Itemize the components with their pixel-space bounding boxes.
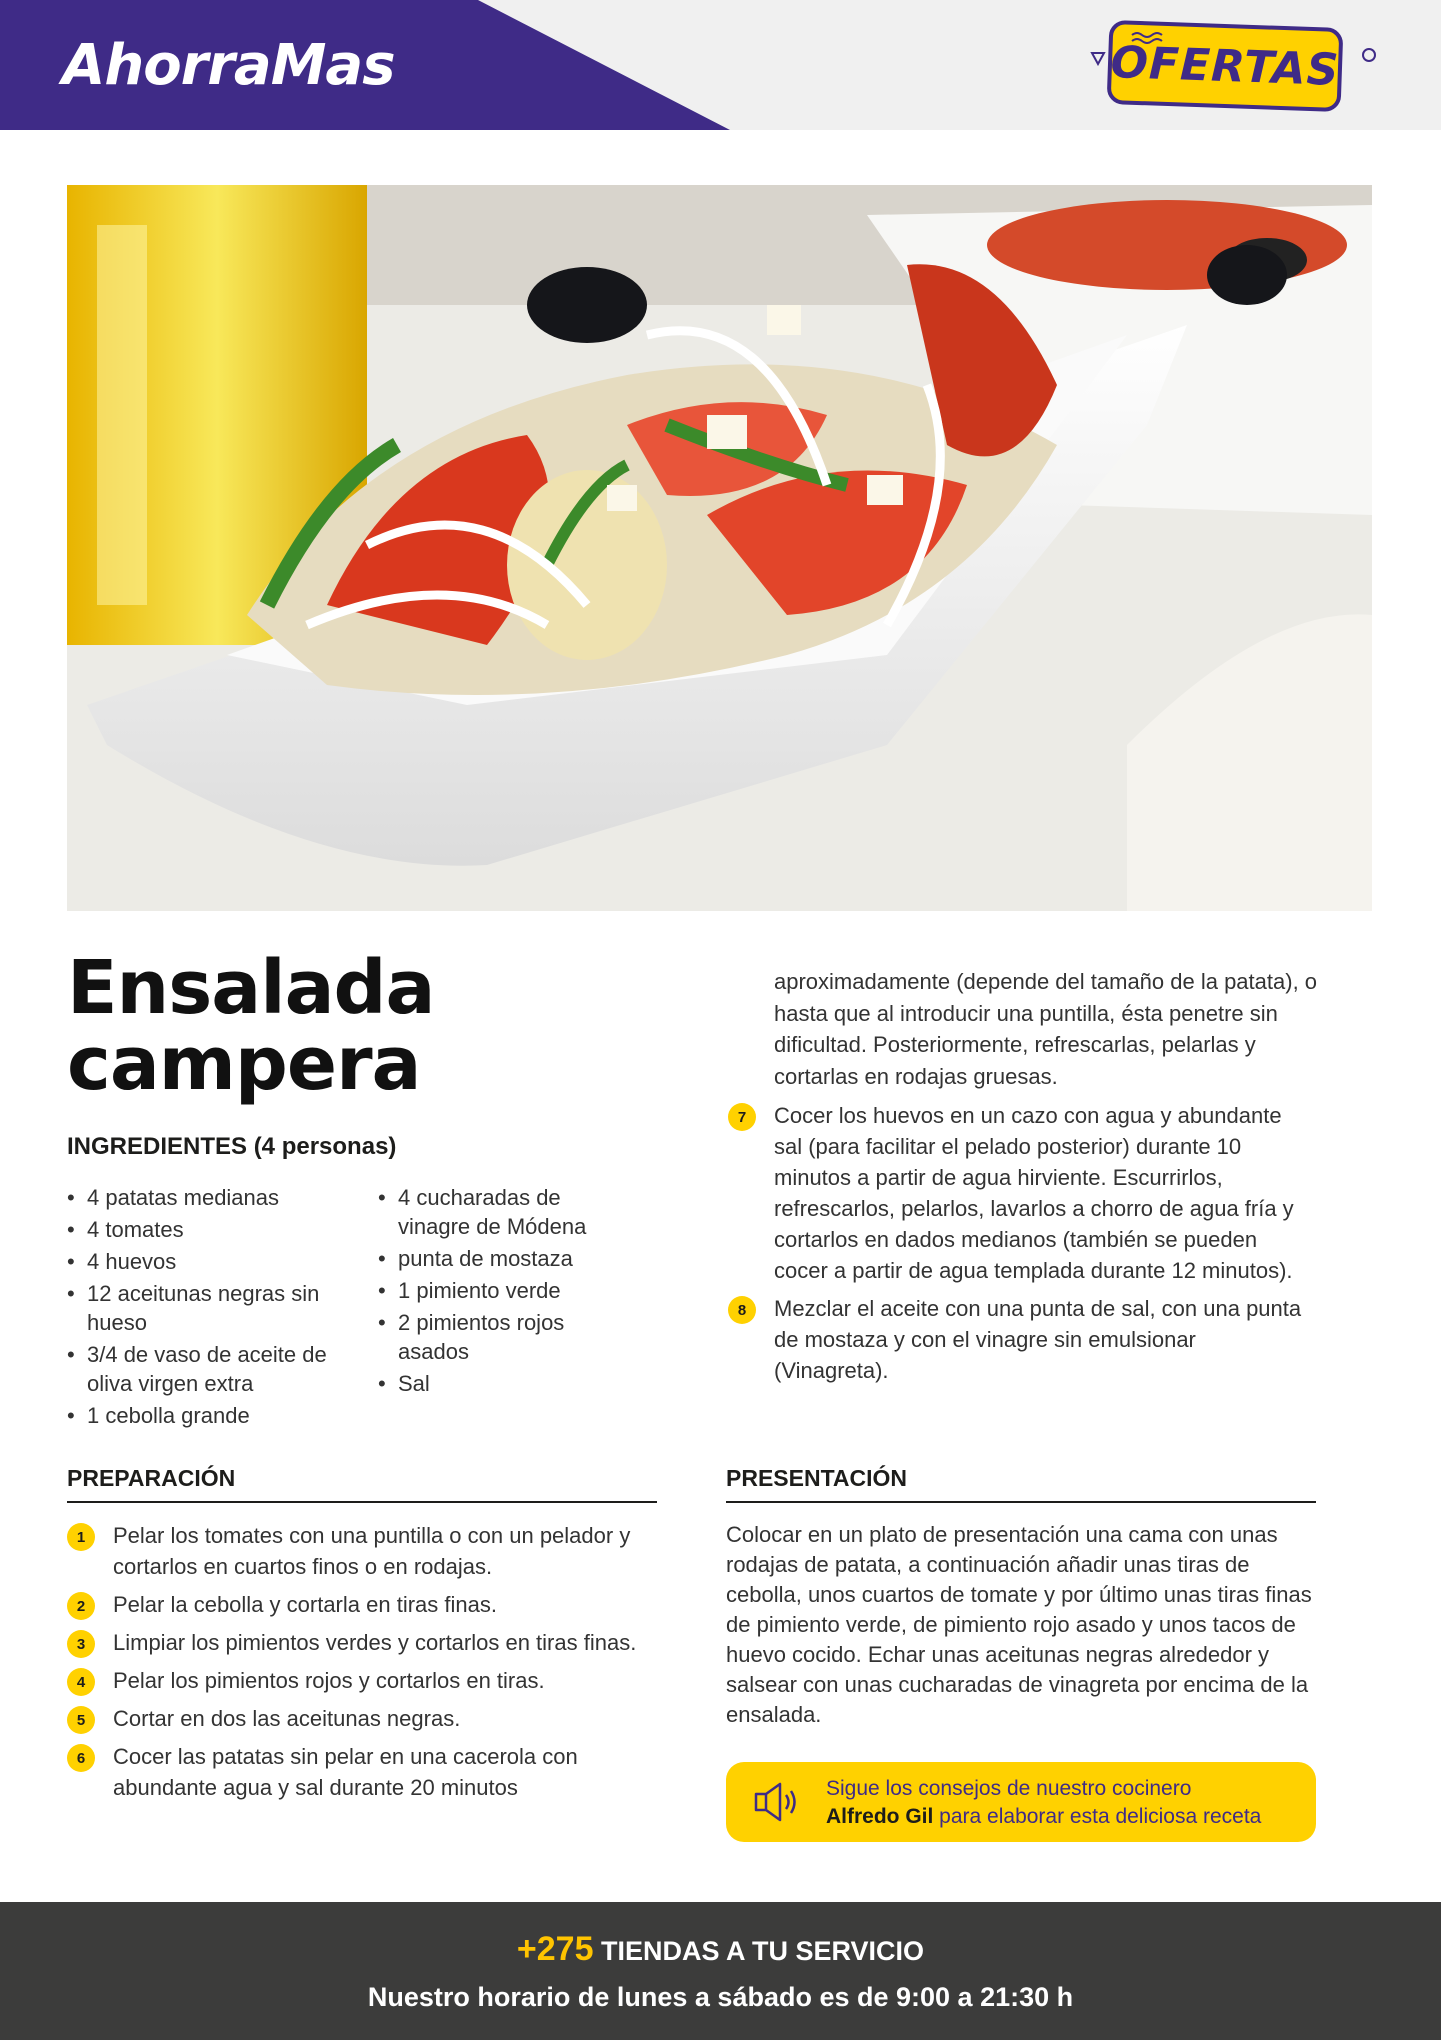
list-item: • 12 aceitunas negras sin hueso (67, 1279, 347, 1337)
cta-line2: para elaborar esta deliciosa receta (933, 1805, 1262, 1828)
step-number-badge: 3 (67, 1630, 95, 1658)
salad-photo (67, 185, 1372, 911)
step-number-badge: 2 (67, 1592, 95, 1620)
list-item: • 2 pimientos rojos asados (378, 1308, 638, 1366)
list-item: • 4 patatas medianas (67, 1183, 347, 1212)
ofertas-label: OFERTAS (1109, 36, 1341, 96)
ingredients-list-1 (67, 1183, 347, 1433)
step-item (67, 1665, 667, 1696)
step-text: Pelar los pimientos rojos y cortarlos en tiras. (113, 1668, 545, 1693)
step-number-badge: 6 (67, 1744, 95, 1772)
list-item: • 1 pimiento verde (378, 1276, 638, 1305)
step-number-badge: 7 (728, 1103, 756, 1131)
ahorramas-logo[interactable]: AhorraMas (62, 33, 395, 98)
step-item (67, 1703, 667, 1734)
list-item: • 1 cebolla grande (67, 1401, 347, 1430)
step-number-badge: 1 (67, 1523, 95, 1551)
ingredients-heading: INGREDIENTES (4 personas) (67, 1133, 397, 1160)
step-number-badge: 5 (67, 1706, 95, 1734)
step-text: Limpiar los pimientos verdes y cortarlos en tiras finas. (113, 1630, 637, 1655)
schedule-text: Nuestro horario de lunes a sábado es de 9:00 a 21:30 h (367, 1982, 1074, 2012)
step-item (67, 1520, 667, 1582)
page-header (0, 0, 1441, 130)
cta-line1: Sigue los consejos de nuestro cocinero (826, 1777, 1192, 1800)
presentation-text: Colocar en un plato de presentación una cama con unas rodajas de patata, a continuación añadir unas tiras de cebolla, unos cuartos de tomate y por último unas tiras finas de pimiento verde, de pimiento rojo asado y unos tacos de huevo cocido. Echar unas aceitunas negras alrededor y salsear con unas cucharadas de vinagreta por encima de la ensalada. (726, 1522, 1312, 1727)
ingredients-list-2 (378, 1183, 638, 1401)
stores-line (0, 1930, 1441, 1969)
step-item (728, 1100, 1328, 1286)
ofertas-badge[interactable] (1090, 16, 1360, 116)
triangle-deco-icon (1090, 50, 1106, 66)
step-text: Cocer las patatas sin pelar en una cacerola con abundante agua y sal durante 20 minutos (113, 1744, 578, 1800)
cta-line2-wrap (826, 1803, 1261, 1831)
step-text: Mezclar el aceite con una punta de sal, con una punta de mostaza y con el vinagre sin emulsionar (Vinagreta). (774, 1296, 1302, 1383)
page-footer (0, 1902, 1441, 2040)
chef-tips-text (826, 1775, 1261, 1831)
step-item (67, 1589, 667, 1620)
list-item: • 4 huevos (67, 1247, 347, 1276)
list-item: • 3/4 de vaso de aceite de oliva virgen extra (67, 1340, 347, 1398)
step-text: Cocer los huevos en un cazo con agua y abundante sal (para facilitar el pelado posterior) durante 10 minutos a partir de agua hirviente. Escurrirlos, refrescarlos, pelarlos, lavarlos a chorro de agua fría y cortarlos en dados medianos (también se pueden cocer a partir de agua templada durante 12 minutos). (774, 1103, 1294, 1283)
stores-label: TIENDAS A TU SERVICIO (593, 1936, 925, 1966)
step-text: Cortar en dos las aceitunas negras. (113, 1706, 461, 1731)
preparation-steps (67, 1520, 667, 1810)
step-text: Pelar la cebolla y cortarla en tiras finas. (113, 1592, 497, 1617)
circle-deco-icon (1362, 48, 1376, 62)
step-number-badge: 4 (67, 1668, 95, 1696)
chef-name: Alfredo Gil (826, 1805, 934, 1828)
recipe-title (67, 945, 627, 1107)
list-item: • 4 cucharadas de vinagre de Módena (378, 1183, 638, 1241)
step-item (67, 1627, 667, 1658)
step-item (67, 1741, 667, 1803)
store-count: +275 (516, 1930, 594, 1968)
chef-tips-button[interactable] (726, 1762, 1316, 1842)
preparation-steps-continued (728, 1100, 1328, 1393)
recipe-title-line1: Ensalada (67, 945, 435, 1031)
list-item: • 4 tomates (67, 1215, 347, 1244)
step-item (728, 1293, 1328, 1386)
step-number-badge: 8 (728, 1296, 756, 1324)
list-item: • Sal (378, 1369, 638, 1398)
preparation-heading: PREPARACIÓN (67, 1465, 657, 1503)
step-text: Pelar los tomates con una puntilla o con un pelador y cortarlos en cuartos finos o en rodajas. (113, 1523, 631, 1579)
list-item: • punta de mostaza (378, 1244, 638, 1273)
presentation-heading: PRESENTACIÓN (726, 1465, 1316, 1503)
recipe-title-line2: campera (67, 1021, 421, 1107)
wave-deco-icon (1130, 30, 1170, 44)
step-6-continued: aproximadamente (depende del tamaño de la patata), o hasta que al introducir una puntilla, ésta penetre sin dificultad. Posteriormente, refrescarlas, pelarlas y cortarlas en rodajas gruesas. (774, 969, 1318, 1089)
speaker-icon (752, 1780, 804, 1824)
